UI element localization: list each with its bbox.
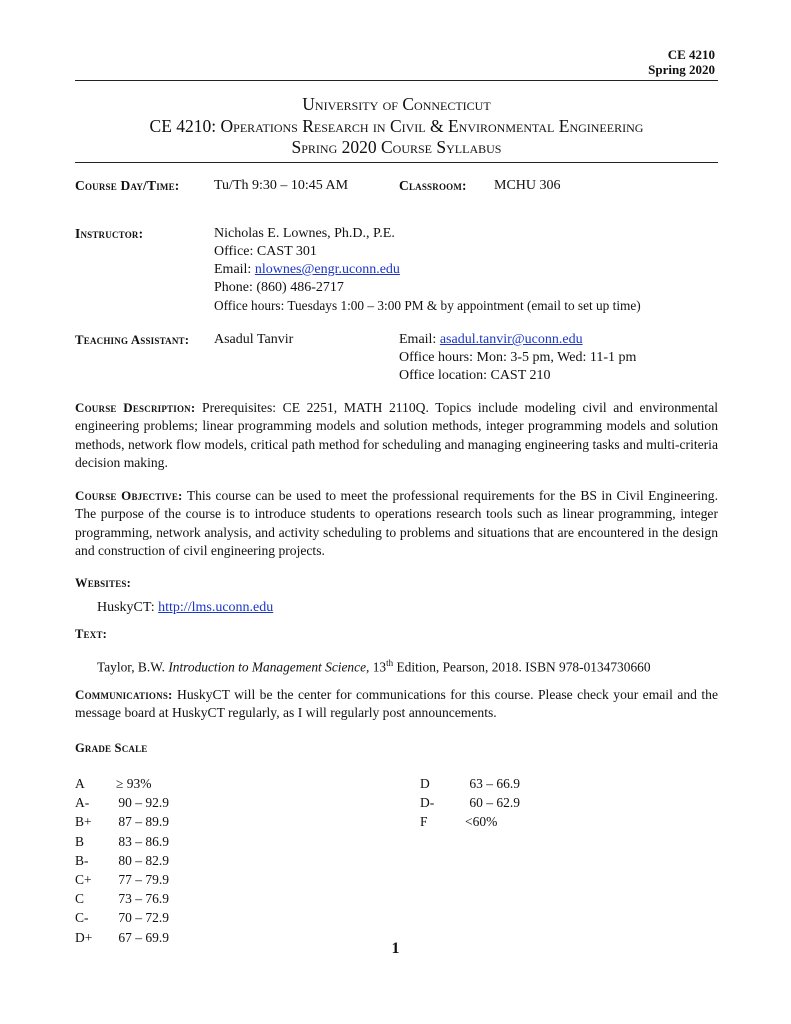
title-syllabus: Spring 2020 Course Syllabus <box>291 137 502 157</box>
ta-office-location: Office location: CAST 210 <box>399 368 551 383</box>
grade-letter: B+ <box>75 814 92 830</box>
grade-letter: C <box>75 891 85 907</box>
course-objective-label: Course Objective: <box>75 488 183 503</box>
grade-scale-left-column <box>75 774 215 947</box>
grade-range: 87 – 89.9 <box>118 814 169 830</box>
course-description-text: Prerequisites: CE 2251, MATH 2110Q. Topics include modeling civil and environmental engineering problems; linear programming models and solution methods, integer programming models and solution methods, network flow models, critical path method for scheduling and managing engineering tasks and multi-criteria decision making. <box>75 400 719 470</box>
instructor-phone: Phone: (860) 486-2717 <box>214 280 344 295</box>
websites-item <box>97 599 273 617</box>
grade-letter: D <box>420 776 430 791</box>
grade-letter: B <box>75 833 85 849</box>
instructor-email-label: Email: <box>214 262 255 277</box>
grade-letter: A- <box>75 795 90 811</box>
grade-letter: C- <box>75 910 89 926</box>
title-course: CE 4210: Operations Research in Civil & Environmental Engineering <box>149 116 644 136</box>
classroom-value: MCHU 306 <box>494 178 561 193</box>
textbook-edition-number: 13 <box>369 659 387 675</box>
textbook-author: Taylor, B.W. <box>97 659 169 675</box>
grade-letter: B- <box>75 852 89 868</box>
ta-name: Asadul Tanvir <box>214 332 294 347</box>
course-objective <box>75 487 718 560</box>
ta-office-hours: Office hours: Mon: 3-5 pm, Wed: 11-1 pm <box>399 350 637 365</box>
grade-range: 70 – 72.9 <box>118 910 169 926</box>
communications-label: Communications: <box>75 687 173 702</box>
course-description-label: Course Description: <box>75 400 196 415</box>
header-term: Spring 2020 <box>648 62 715 77</box>
textbook-citation <box>97 654 651 676</box>
grade-row <box>75 908 215 927</box>
grade-row <box>420 774 530 793</box>
grade-range: 77 – 79.9 <box>118 871 169 887</box>
instructor-block <box>214 225 641 315</box>
grade-range: 63 – 66.9 <box>469 776 520 791</box>
course-objective-text: This course can be used to meet the professional requirements for the BS in Civil Engineering. The purpose of the course is to introduce students to operations research tools such as linear programming, integer programming, network analysis, and activity scheduling to problems and situations that are encountered in the design and construction of civil engineering projects. <box>75 488 718 558</box>
header-rule <box>75 80 718 81</box>
instructor-email-link[interactable]: nlownes@engr.uconn.edu <box>254 262 400 277</box>
page-header <box>648 47 715 77</box>
course-description <box>75 399 718 472</box>
instructor-email-row <box>214 261 641 279</box>
grade-row <box>75 774 215 793</box>
grade-row <box>420 812 530 831</box>
ta-email-row <box>399 331 636 349</box>
communications <box>75 686 718 723</box>
instructor-office: Office: CAST 301 <box>214 244 317 259</box>
textbook-title: Introduction to Management Science, <box>168 659 370 675</box>
grade-row <box>75 832 215 851</box>
huskyct-link[interactable]: http://lms.uconn.edu <box>158 600 274 615</box>
ta-email-label: Email: <box>399 332 440 347</box>
course-daytime-label: Course Day/Time: <box>75 178 180 193</box>
grade-range: <60% <box>465 814 498 830</box>
ta-label: Teaching Assistant: <box>75 333 190 347</box>
communications-text: HuskyCT will be the center for communications for this course. Please check your email and the message board at HuskyCT regularly, as I will regularly post announcements. <box>75 687 718 721</box>
grade-row <box>75 812 215 831</box>
grade-scale-right-column <box>420 774 530 832</box>
textbook-edition-rest: Edition, Pearson, 2018. ISBN 978-0134730660 <box>393 659 651 675</box>
grade-row <box>420 793 530 812</box>
ta-email-link[interactable]: asadul.tanvir@uconn.edu <box>439 332 583 347</box>
huskyct-label: HuskyCT: <box>97 600 159 615</box>
grade-row <box>75 851 215 870</box>
grade-range: 90 – 92.9 <box>118 795 169 811</box>
grade-range: 83 – 86.9 <box>118 833 169 849</box>
grade-row <box>75 889 215 908</box>
classroom-label: Classroom: <box>399 178 467 193</box>
websites-label: Websites: <box>75 576 131 590</box>
grade-letter: F <box>420 814 428 830</box>
grade-letter: A <box>75 776 85 791</box>
grade-scale-label: Grade Scale <box>75 741 148 755</box>
grade-range: 60 – 62.9 <box>469 795 520 811</box>
textbook-edition-suffix: th <box>386 658 394 668</box>
text-label: Text: <box>75 627 108 641</box>
grade-range: 67 – 69.9 <box>118 929 169 945</box>
ta-block <box>399 331 636 385</box>
grade-row <box>75 870 215 889</box>
course-daytime-value: Tu/Th 9:30 – 10:45 AM <box>214 178 349 193</box>
instructor-label: Instructor: <box>75 226 144 241</box>
grade-range: ≥ 93% <box>116 776 152 791</box>
grade-letter: D- <box>420 795 435 811</box>
grade-letter: C+ <box>75 871 92 887</box>
grade-letter: D+ <box>75 929 93 945</box>
instructor-name: Nicholas E. Lownes, Ph.D., P.E. <box>214 226 395 241</box>
grade-range: 80 – 82.9 <box>118 852 169 868</box>
instructor-office-hours: Office hours: Tuesdays 1:00 – 3:00 PM & by appointment (email to set up time) <box>214 298 641 313</box>
grade-row <box>75 793 215 812</box>
title-university: University of Connecticut <box>302 94 491 114</box>
grade-range: 73 – 76.9 <box>118 891 169 907</box>
title-rule <box>75 162 718 163</box>
page-number: 1 <box>391 940 400 957</box>
header-course-code: CE 4210 <box>667 47 715 62</box>
